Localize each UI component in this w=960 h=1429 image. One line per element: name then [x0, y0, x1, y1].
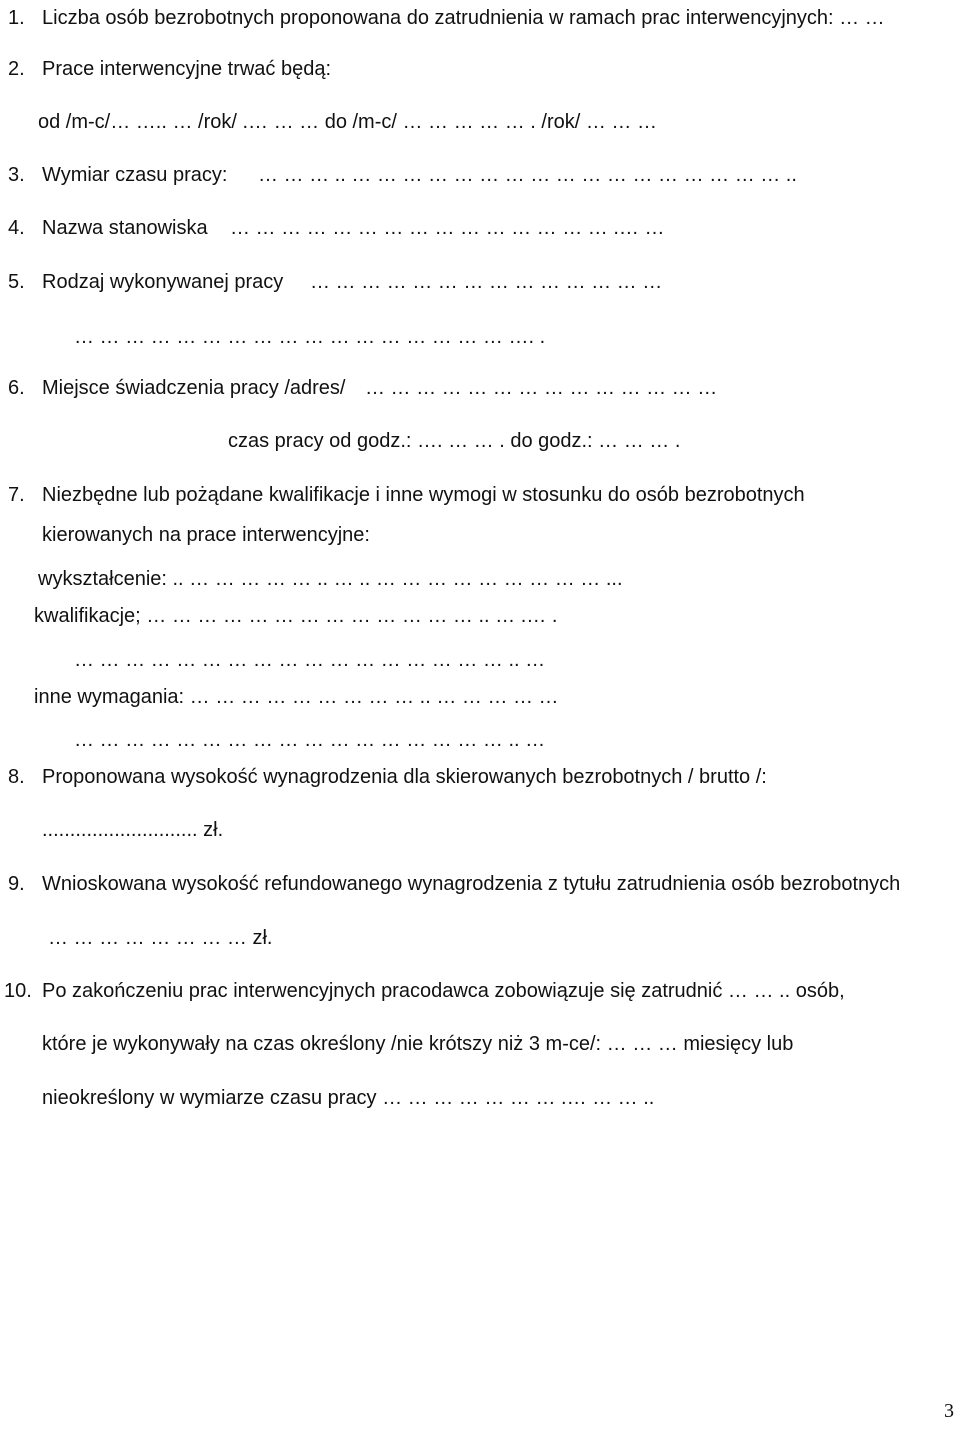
item-7-text: Niezbędne lub pożądane kwalifikacje i inne wymogi w stosunku do osób bezrobotnych [42, 484, 805, 506]
item-6-fill: … … … … … … … … … … … … … … [365, 377, 718, 399]
qualifications-line-2: … … … … … … … … … … … … … … … … … .. … [74, 649, 546, 671]
page-number: 3 [944, 1400, 954, 1422]
item-10-continuation-2: nieokreślony w wymiarze czasu pracy … … … … … … … .… … … .. [42, 1087, 655, 1109]
item-number-3: 3. [8, 164, 25, 186]
item-3-text: Wymiar czasu pracy: [42, 164, 228, 186]
qualifications-line: kwalifikacje; … … … … … … … … … … … … … .. … .… . [34, 605, 558, 627]
item-1-text: Liczba osób bezrobotnych proponowana do zatrudnienia w ramach prac interwencyjnych: … … [42, 7, 885, 29]
item-4-fill: … … … … … … … … … … … … … … … .… … [230, 217, 665, 239]
item-number-6: 6. [8, 377, 25, 399]
item-number-8: 8. [8, 766, 25, 788]
item-number-4: 4. [8, 217, 25, 239]
item-2-text: Prace interwencyjne trwać będą: [42, 58, 332, 80]
item-number-5: 5. [8, 271, 25, 293]
item-3-fill: … … … .. … … … … … … … … … … … … … … … … … .. [258, 164, 797, 186]
item-5-fill-2: … … … … … … … … … … … … … … … … … …. . [74, 326, 546, 348]
item-number-1: 1. [8, 7, 25, 29]
item-7-continuation: kierowanych na prace interwencyjne: [42, 524, 370, 546]
item-4-text: Nazwa stanowiska [42, 217, 208, 239]
item-10-text: Po zakończeniu prac interwencyjnych pracodawca zobowiązuje się zatrudnić … … .. osób, [42, 980, 845, 1002]
item-9-text: Wnioskowana wysokość refundowanego wynagrodzenia z tytułu zatrudnienia osób bezrobotnych [42, 873, 901, 895]
item-number-2: 2. [8, 58, 25, 80]
salary-fill-line: ............................ zł. [42, 819, 224, 841]
item-8-text: Proponowana wysokość wynagrodzenia dla skierowanych bezrobotnych / brutto /: [42, 766, 767, 788]
period-fill-line: od /m-c/… ….. … /rok/ .… … … do /m-c/ … … … … … . /rok/ … … … [38, 111, 657, 133]
refund-fill-line: … … … … … … … … zł. [48, 927, 273, 949]
item-10-continuation: które je wykonywały na czas określony /nie krótszy niż 3 m-ce/: … … … miesięcy lub [42, 1033, 794, 1055]
other-requirements-line: inne wymagania: … … … … … … … … … .. … … … … … [34, 686, 559, 708]
item-5-fill: … … … … … … … … … … … … … … [310, 271, 663, 293]
item-number-10: 10. [4, 980, 32, 1002]
other-requirements-line-2: … … … … … … … … … … … … … … … … … .. … [74, 729, 546, 751]
work-hours-line: czas pracy od godz.: …. … … . do godz.: … … … . [228, 430, 681, 452]
item-number-9: 9. [8, 873, 25, 895]
item-number-7: 7. [8, 484, 25, 506]
item-5-text: Rodzaj wykonywanej pracy [42, 271, 284, 293]
education-line: wykształcenie: .. … … … … … .. … .. … … … … … … … … … ... [38, 568, 623, 590]
item-6-text: Miejsce świadczenia pracy /adres/ [42, 377, 346, 399]
